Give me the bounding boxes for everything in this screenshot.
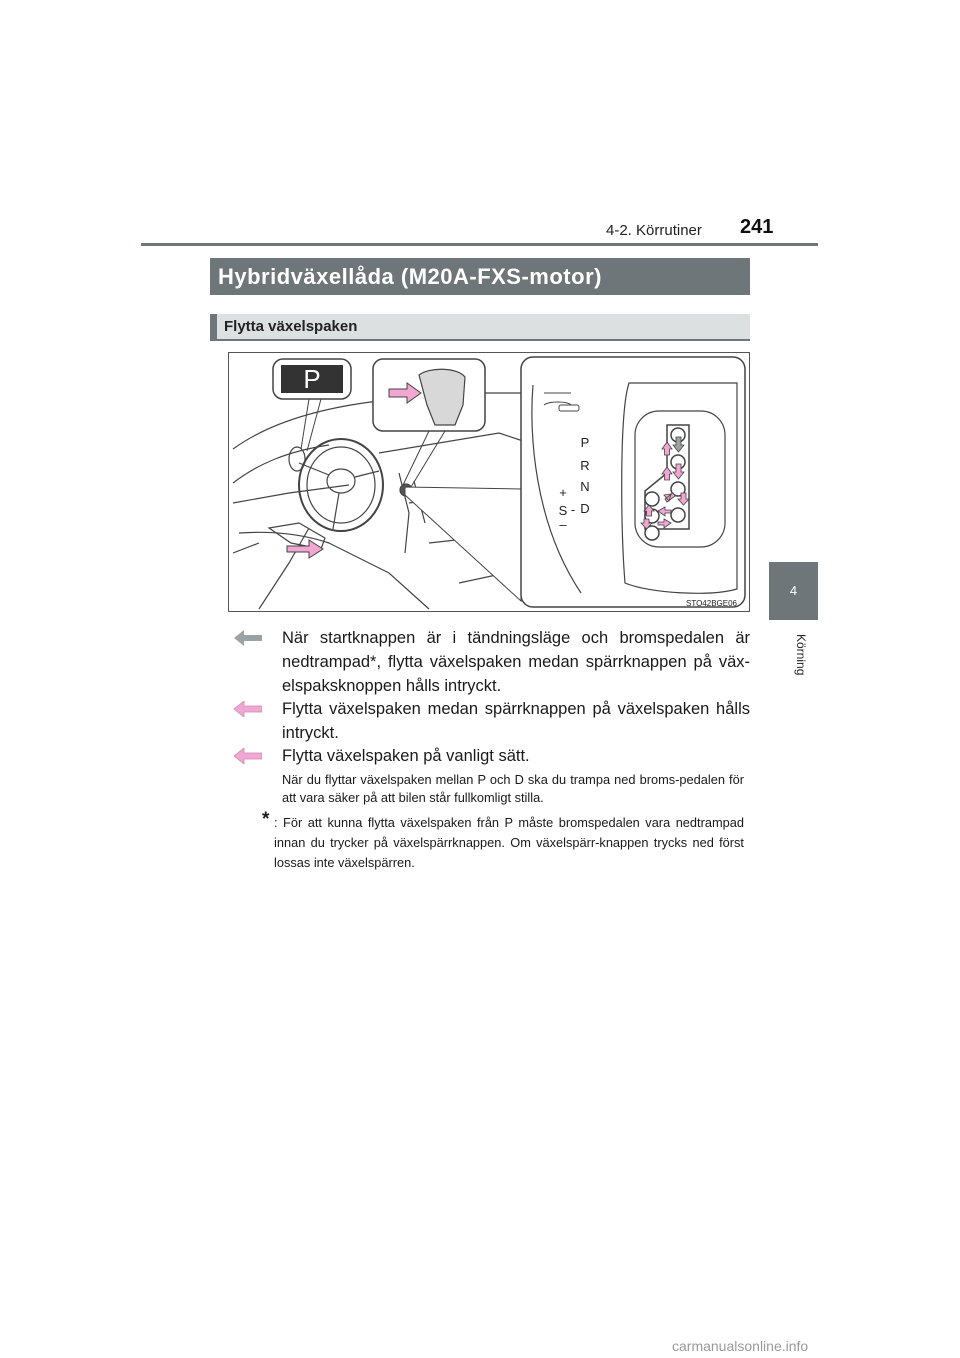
- pink-arrow-icon: [234, 748, 262, 764]
- header-rule: [141, 243, 818, 246]
- page-title: Hybridväxellåda (M20A-FXS-motor): [210, 258, 750, 295]
- instruction-item-1: [234, 626, 750, 706]
- footnote-text: : För att kunna flytta växelspaken från P måste bromspedalen vara nedtrampad innan du trycker på växelspärrknappen. Om växelspärr-knappen trycks ned först lossas inte växelspärren.: [274, 815, 744, 870]
- arrow-shape: [234, 748, 262, 764]
- illustration-svg: [229, 353, 749, 611]
- caution-note: När du flyttar växelspaken mellan P och D ska du trampa ned broms-pedalen för att vara säker på att bilen står fullkomligt stilla.: [282, 772, 744, 805]
- gate-minus: –: [559, 517, 567, 532]
- instruction-item-2: [234, 697, 750, 747]
- gate-d: D: [580, 501, 590, 516]
- gate-s: S: [558, 503, 568, 518]
- subsection-title: Flytta växelspaken: [224, 318, 358, 335]
- gray-arrow-icon: [234, 630, 262, 646]
- section-reference: 4-2. Körrutiner: [606, 222, 702, 239]
- footnote-star: *: [262, 809, 270, 830]
- chapter-tab: 4: [769, 562, 818, 620]
- subsection-marker: [210, 314, 217, 339]
- instruction-item-3: [234, 744, 750, 770]
- arrow-shape: [234, 630, 262, 646]
- gate-dash: -: [570, 502, 576, 517]
- gate-p: P: [580, 435, 590, 450]
- arrow-shape: [234, 701, 262, 717]
- instruction-text-2: Flytta växelspaken medan spärrknappen på växelspaken hålls intryckt.: [282, 700, 750, 742]
- watermark: carmanualsonline.info: [672, 1338, 809, 1354]
- gate-plus: +: [559, 485, 567, 500]
- instruction-text-1: När startknappen är i tändningsläge och bromspedalen är nedtrampad*, flytta växelspaken medan spärrknappen på väx-elspaksknoppen hålls intryckt.: [282, 629, 750, 695]
- figure-code: STO42BGE06: [686, 599, 737, 608]
- gate-n: N: [580, 479, 590, 494]
- gate-r: R: [580, 458, 590, 473]
- instruction-text-3: Flytta växelspaken på vanligt sätt.: [282, 747, 530, 765]
- chapter-name: Körning: [794, 634, 808, 676]
- pink-arrow-icon: [234, 701, 262, 717]
- page-number: 241: [740, 216, 774, 238]
- subsection-header: [210, 314, 750, 341]
- shift-lever-illustration: [228, 352, 750, 612]
- p-indicator-letter: P: [303, 364, 321, 394]
